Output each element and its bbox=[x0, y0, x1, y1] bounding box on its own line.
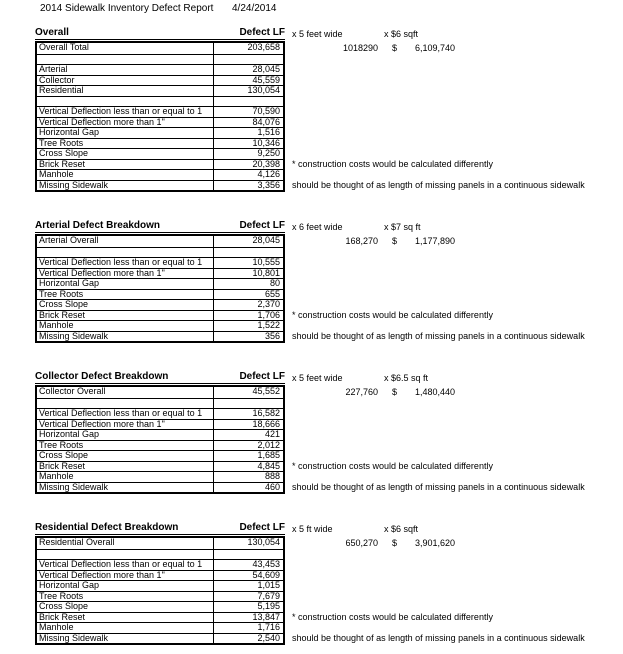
table-row bbox=[37, 320, 283, 331]
annotation-row bbox=[290, 169, 585, 180]
annotation-row bbox=[290, 127, 585, 138]
annotation-column bbox=[290, 41, 585, 192]
defect-value-cell: 70,590 bbox=[252, 107, 280, 116]
defect-lf-column-header: Defect LF bbox=[239, 220, 285, 231]
missing-sidewalk-note: should be thought of as length of missing panels in a continuous sidewalk bbox=[292, 481, 585, 492]
defect-value-cell: 1,522 bbox=[257, 321, 280, 330]
annotation-row bbox=[290, 43, 585, 54]
table-row bbox=[37, 398, 283, 409]
report-section bbox=[35, 27, 620, 192]
defect-label-cell: Horizontal Gap bbox=[37, 430, 214, 440]
construction-note: * construction costs would be calculated differently bbox=[292, 309, 493, 320]
annotation-row bbox=[290, 54, 585, 65]
section-title: Residential Defect Breakdown bbox=[35, 522, 179, 533]
defect-table bbox=[35, 536, 285, 645]
section-header bbox=[35, 522, 620, 535]
defect-value-cell bbox=[214, 55, 283, 65]
section-header bbox=[35, 371, 620, 384]
section-header bbox=[35, 27, 620, 40]
annotation-row bbox=[290, 387, 585, 398]
annotation-row bbox=[290, 278, 585, 289]
defect-label-cell: Cross Slope bbox=[37, 602, 214, 612]
table-row bbox=[37, 601, 283, 612]
defect-value-cell: 13,847 bbox=[252, 612, 280, 622]
table-row bbox=[37, 278, 283, 289]
table-row bbox=[37, 169, 283, 180]
table-row bbox=[37, 159, 283, 170]
currency-symbol: $ bbox=[392, 43, 398, 54]
report-sections bbox=[35, 27, 623, 645]
defect-value-cell: 2,540 bbox=[257, 633, 280, 643]
defect-value-cell: 43,453 bbox=[252, 560, 280, 569]
defect-value-cell: 45,552 bbox=[252, 387, 280, 396]
section-header-box bbox=[35, 220, 285, 233]
table-row bbox=[37, 429, 283, 440]
cost-multiplier-label: x $6.5 sq ft bbox=[384, 373, 429, 383]
table-row bbox=[37, 461, 283, 472]
section-title: Arterial Defect Breakdown bbox=[35, 220, 161, 231]
table-row bbox=[37, 85, 283, 96]
area-sqft-value: 227,760 bbox=[345, 387, 378, 398]
defect-value-cell: 4,845 bbox=[257, 461, 280, 471]
table-row bbox=[37, 268, 283, 279]
table-row bbox=[37, 96, 283, 107]
section-title: Collector Defect Breakdown bbox=[35, 371, 169, 382]
defect-value-cell: 10,801 bbox=[252, 268, 280, 278]
multiplier-labels bbox=[292, 372, 428, 384]
annotation-row bbox=[290, 85, 585, 96]
cost-multiplier-label: x $6 sqft bbox=[384, 524, 419, 534]
table-row bbox=[37, 591, 283, 602]
annotation-row bbox=[290, 64, 585, 75]
annotation-row bbox=[290, 310, 585, 321]
annotation-row bbox=[290, 580, 585, 591]
defect-value-cell: 16,582 bbox=[252, 409, 280, 418]
defect-value-cell: 3,356 bbox=[257, 180, 280, 190]
annotation-row bbox=[290, 570, 585, 581]
annotation-row bbox=[290, 299, 585, 310]
table-row bbox=[37, 247, 283, 258]
defect-label-cell: Tree Roots bbox=[37, 592, 214, 602]
defect-label-cell bbox=[37, 97, 214, 107]
annotation-row bbox=[290, 257, 585, 268]
defect-value-cell: 5,195 bbox=[257, 602, 280, 611]
defect-label-cell: Residential Overall bbox=[37, 538, 214, 549]
defect-label-cell: Brick Reset bbox=[37, 462, 214, 472]
annotation-row bbox=[290, 159, 585, 170]
defect-label-cell: Collector bbox=[37, 76, 214, 86]
defect-value-cell: 28,045 bbox=[252, 236, 280, 245]
cost-multiplier-label: x $7 sq ft bbox=[384, 222, 421, 232]
annotation-row bbox=[290, 117, 585, 128]
annotation-row bbox=[290, 461, 585, 472]
annotation-row bbox=[290, 236, 585, 247]
currency-symbol: $ bbox=[392, 387, 398, 398]
annotation-row bbox=[290, 538, 585, 549]
defect-label-cell bbox=[37, 55, 214, 65]
annotation-row bbox=[290, 429, 585, 440]
annotation-row bbox=[290, 75, 585, 86]
table-row bbox=[37, 570, 283, 581]
defect-value-cell: 18,666 bbox=[252, 419, 280, 429]
table-row bbox=[37, 117, 283, 128]
report-section bbox=[35, 220, 620, 343]
cost-multiplier-label: x $6 sqft bbox=[384, 29, 419, 39]
cost-total-value: 1,480,440 bbox=[414, 387, 456, 398]
cost-total-value: 1,177,890 bbox=[414, 236, 456, 247]
defect-value-cell: 84,076 bbox=[252, 117, 280, 127]
defect-value-cell: 1,706 bbox=[257, 310, 280, 320]
area-sqft-value: 1018290 bbox=[342, 43, 378, 54]
table-row bbox=[37, 419, 283, 430]
table-row bbox=[37, 257, 283, 268]
defect-value-cell bbox=[214, 97, 283, 107]
defect-value-cell: 1,716 bbox=[257, 623, 280, 632]
table-row bbox=[37, 75, 283, 86]
annotation-row bbox=[290, 471, 585, 482]
table-row bbox=[37, 127, 283, 138]
annotation-row bbox=[290, 450, 585, 461]
defect-label-cell: Tree Roots bbox=[37, 139, 214, 149]
annotation-row bbox=[290, 419, 585, 430]
report-section bbox=[35, 371, 620, 494]
defect-label-cell: Vertical Deflection more than 1" bbox=[37, 118, 214, 128]
table-row bbox=[37, 538, 283, 549]
defect-label-cell: Missing Sidewalk bbox=[37, 332, 214, 342]
defect-label-cell bbox=[37, 248, 214, 258]
annotation-row bbox=[290, 247, 585, 258]
area-sqft-value: 168,270 bbox=[345, 236, 378, 247]
defect-label-cell: Missing Sidewalk bbox=[37, 483, 214, 493]
defect-label-cell: Missing Sidewalk bbox=[37, 181, 214, 191]
cost-total-value: 6,109,740 bbox=[414, 43, 456, 54]
defect-value-cell: 1,015 bbox=[257, 581, 280, 590]
table-row bbox=[37, 43, 283, 54]
defect-table bbox=[35, 234, 285, 343]
section-header-box bbox=[35, 27, 285, 40]
defect-value-cell: 2,012 bbox=[257, 440, 280, 450]
annotation-row bbox=[290, 482, 585, 493]
annotation-row bbox=[290, 633, 585, 644]
defect-value-cell: 4,126 bbox=[257, 170, 280, 179]
width-multiplier-label: x 6 feet wide bbox=[292, 222, 343, 232]
table-row bbox=[37, 236, 283, 247]
defect-label-cell: Vertical Deflection less than or equal to 1 bbox=[37, 560, 214, 570]
defect-value-cell: 9,250 bbox=[257, 149, 280, 158]
section-header-box bbox=[35, 371, 285, 384]
defect-label-cell: Manhole bbox=[37, 170, 214, 180]
annotation-row bbox=[290, 591, 585, 602]
table-row bbox=[37, 64, 283, 75]
defect-label-cell: Manhole bbox=[37, 321, 214, 331]
table-row bbox=[37, 559, 283, 570]
defect-value-cell: 460 bbox=[264, 482, 280, 492]
section-body bbox=[35, 536, 620, 645]
missing-sidewalk-note: should be thought of as length of missing panels in a continuous sidewalk bbox=[292, 330, 585, 341]
defect-value-cell: 45,559 bbox=[252, 75, 280, 85]
defect-label-cell: Residential bbox=[37, 86, 214, 96]
defect-label-cell: Vertical Deflection more than 1" bbox=[37, 269, 214, 279]
defect-label-cell: Horizontal Gap bbox=[37, 279, 214, 289]
defect-value-cell: 2,370 bbox=[257, 300, 280, 309]
annotation-row bbox=[290, 180, 585, 191]
defect-label-cell: Vertical Deflection less than or equal to 1 bbox=[37, 409, 214, 419]
defect-label-cell: Vertical Deflection more than 1" bbox=[37, 571, 214, 581]
table-row bbox=[37, 106, 283, 117]
section-body bbox=[35, 41, 620, 192]
annotation-row bbox=[290, 320, 585, 331]
defect-value-cell: 80 bbox=[269, 279, 280, 288]
annotation-row bbox=[290, 268, 585, 279]
defect-label-cell: Cross Slope bbox=[37, 149, 214, 159]
defect-value-cell: 7,679 bbox=[257, 591, 280, 601]
defect-value-cell: 54,609 bbox=[252, 570, 280, 580]
defect-value-cell: 130,054 bbox=[247, 86, 280, 95]
defect-label-cell: Horizontal Gap bbox=[37, 128, 214, 138]
defect-value-cell bbox=[214, 399, 283, 409]
annotation-row bbox=[290, 440, 585, 451]
defect-value-cell bbox=[214, 248, 283, 258]
annotation-row bbox=[290, 96, 585, 107]
defect-label-cell: Tree Roots bbox=[37, 290, 214, 300]
section-body bbox=[35, 385, 620, 494]
section-title: Overall bbox=[35, 27, 69, 38]
table-row bbox=[37, 482, 283, 493]
defect-value-cell: 1,685 bbox=[257, 451, 280, 460]
annotation-row bbox=[290, 138, 585, 149]
report-header bbox=[40, 3, 623, 14]
defect-label-cell: Vertical Deflection less than or equal to 1 bbox=[37, 258, 214, 268]
annotation-row bbox=[290, 408, 585, 419]
defect-value-cell: 130,054 bbox=[247, 538, 280, 547]
annotation-row bbox=[290, 549, 585, 560]
annotation-row bbox=[290, 289, 585, 300]
table-row bbox=[37, 549, 283, 560]
missing-sidewalk-note: should be thought of as length of missing panels in a continuous sidewalk bbox=[292, 179, 585, 190]
defect-label-cell: Manhole bbox=[37, 623, 214, 633]
defect-value-cell: 1,516 bbox=[257, 128, 280, 137]
annotation-row bbox=[290, 148, 585, 159]
defect-value-cell: 888 bbox=[264, 472, 280, 481]
defect-value-cell: 203,658 bbox=[247, 43, 280, 52]
table-row bbox=[37, 450, 283, 461]
defect-table bbox=[35, 385, 285, 494]
table-row bbox=[37, 138, 283, 149]
currency-symbol: $ bbox=[392, 236, 398, 247]
defect-value-cell: 10,346 bbox=[252, 138, 280, 148]
annotation-column bbox=[290, 385, 585, 494]
annotation-column bbox=[290, 234, 585, 343]
defect-table bbox=[35, 41, 285, 192]
table-row bbox=[37, 331, 283, 342]
defect-label-cell: Vertical Deflection more than 1" bbox=[37, 420, 214, 430]
multiplier-labels bbox=[292, 28, 418, 40]
table-row bbox=[37, 580, 283, 591]
construction-note: * construction costs would be calculated differently bbox=[292, 611, 493, 622]
table-row bbox=[37, 54, 283, 65]
defect-value-cell: 356 bbox=[264, 331, 280, 341]
table-row bbox=[37, 310, 283, 321]
construction-note: * construction costs would be calculated differently bbox=[292, 460, 493, 471]
defect-value-cell: 655 bbox=[264, 289, 280, 299]
report-date: 4/24/2014 bbox=[232, 3, 277, 14]
annotation-row bbox=[290, 398, 585, 409]
defect-label-cell: Vertical Deflection less than or equal to 1 bbox=[37, 107, 214, 117]
annotation-row bbox=[290, 559, 585, 570]
annotation-row bbox=[290, 331, 585, 342]
table-row bbox=[37, 440, 283, 451]
defect-value-cell: 28,045 bbox=[252, 65, 280, 74]
cost-total-value: 3,901,620 bbox=[414, 538, 456, 549]
report-section bbox=[35, 522, 620, 645]
width-multiplier-label: x 5 feet wide bbox=[292, 373, 343, 383]
area-sqft-value: 650,270 bbox=[345, 538, 378, 549]
defect-value-cell: 421 bbox=[264, 430, 280, 439]
currency-symbol: $ bbox=[392, 538, 398, 549]
defect-lf-column-header: Defect LF bbox=[239, 371, 285, 382]
width-multiplier-label: x 5 ft wide bbox=[292, 524, 333, 534]
defect-label-cell: Overall Total bbox=[37, 43, 214, 54]
annotation-row bbox=[290, 612, 585, 623]
table-row bbox=[37, 622, 283, 633]
defect-label-cell: Brick Reset bbox=[37, 613, 214, 623]
annotation-row bbox=[290, 622, 585, 633]
section-header bbox=[35, 220, 620, 233]
defect-label-cell: Brick Reset bbox=[37, 311, 214, 321]
defect-lf-column-header: Defect LF bbox=[239, 27, 285, 38]
defect-label-cell: Cross Slope bbox=[37, 451, 214, 461]
multiplier-labels bbox=[292, 221, 421, 233]
defect-label-cell: Missing Sidewalk bbox=[37, 634, 214, 644]
defect-label-cell: Arterial bbox=[37, 65, 214, 75]
report-title: 2014 Sidewalk Inventory Defect Report bbox=[40, 3, 214, 14]
table-row bbox=[37, 299, 283, 310]
defect-value-cell: 10,555 bbox=[252, 258, 280, 267]
section-header-box bbox=[35, 522, 285, 535]
defect-label-cell: Arterial Overall bbox=[37, 236, 214, 247]
width-multiplier-label: x 5 feet wide bbox=[292, 29, 343, 39]
construction-note: * construction costs would be calculated differently bbox=[292, 158, 493, 169]
table-row bbox=[37, 408, 283, 419]
missing-sidewalk-note: should be thought of as length of missing panels in a continuous sidewalk bbox=[292, 632, 585, 643]
table-row bbox=[37, 612, 283, 623]
defect-label-cell: Manhole bbox=[37, 472, 214, 482]
annotation-row bbox=[290, 106, 585, 117]
annotation-column bbox=[290, 536, 585, 645]
defect-value-cell: 20,398 bbox=[252, 159, 280, 169]
defect-label-cell: Tree Roots bbox=[37, 441, 214, 451]
defect-label-cell bbox=[37, 550, 214, 560]
defect-lf-column-header: Defect LF bbox=[239, 522, 285, 533]
annotation-row bbox=[290, 601, 585, 612]
defect-label-cell bbox=[37, 399, 214, 409]
multiplier-labels bbox=[292, 523, 418, 535]
table-row bbox=[37, 148, 283, 159]
table-row bbox=[37, 387, 283, 398]
defect-label-cell: Brick Reset bbox=[37, 160, 214, 170]
table-row bbox=[37, 633, 283, 644]
defect-label-cell: Cross Slope bbox=[37, 300, 214, 310]
defect-label-cell: Collector Overall bbox=[37, 387, 214, 398]
table-row bbox=[37, 289, 283, 300]
section-body bbox=[35, 234, 620, 343]
defect-value-cell bbox=[214, 550, 283, 560]
table-row bbox=[37, 471, 283, 482]
table-row bbox=[37, 180, 283, 191]
defect-label-cell: Horizontal Gap bbox=[37, 581, 214, 591]
